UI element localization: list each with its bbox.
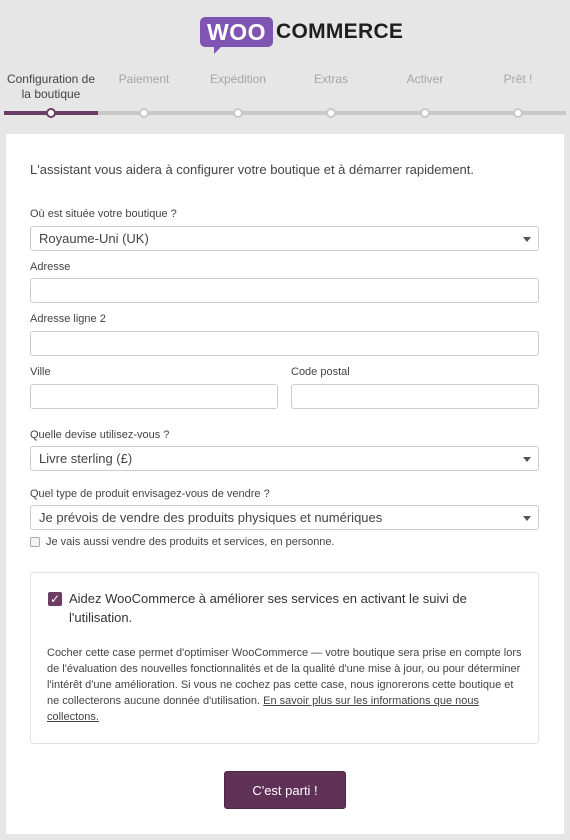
- step-dot-extras: [326, 108, 336, 118]
- usage-tracking-checkbox[interactable]: [48, 592, 62, 606]
- address-input[interactable]: [30, 278, 539, 303]
- step-payment: Paiement: [118, 72, 170, 86]
- learn-more-link[interactable]: En savoir plus sur les informations que nous collectons.: [47, 695, 479, 723]
- checkmark-icon: ✓: [49, 592, 61, 606]
- step-shipping: Expédition: [209, 72, 267, 86]
- address2-input[interactable]: [30, 331, 539, 356]
- usage-tracking-title: Aidez WooCommerce à améliorer ses services en activant le suivi de l'utilisation.: [69, 591, 467, 625]
- step-activate: Activer: [406, 72, 444, 86]
- address-label: Adresse: [30, 261, 71, 273]
- usage-tracking-description: [47, 645, 527, 725]
- usage-tracking-box: [30, 572, 539, 744]
- logo-text: COMMERCE: [276, 20, 404, 43]
- location-select[interactable]: Royaume-Uni (UK): [30, 226, 539, 251]
- intro-text: L'assistant vous aidera à configurer votre boutique et à démarrer rapidement.: [30, 162, 475, 177]
- product-type-label: Quel type de produit envisagez-vous de vendre ?: [30, 488, 270, 500]
- step-ready: Prêt !: [503, 72, 533, 86]
- currency-select[interactable]: Livre sterling (£): [30, 446, 539, 471]
- step-dot-payment: [139, 108, 149, 118]
- in-person-checkbox[interactable]: [30, 537, 40, 547]
- location-label: Où est située votre boutique ?: [30, 208, 177, 220]
- city-label: Ville: [30, 366, 51, 378]
- usage-tracking-text: Cocher cette case permet d'optimiser WooCommerce — votre boutique sera prise en compte lors de l'évaluation des nouvelles fonctionnalités et de la qualité d'une mise à jour, ou pour déterminer l'intérêt d'une amélioration. Si vous ne cochez pas cette case, nous ignorerons cette boutique et ne collecterons aucune donnée d'utilisation.: [47, 647, 522, 707]
- in-person-label: Je vais aussi vendre des produits et services, en personne.: [46, 536, 335, 548]
- product-type-select[interactable]: Je prévois de vendre des produits physiques et numériques: [30, 505, 539, 530]
- logo-bubble: WOO: [200, 17, 273, 47]
- step-dot-store-setup: [46, 108, 56, 118]
- setup-card: [6, 134, 564, 834]
- postcode-label: Code postal: [291, 366, 350, 378]
- woocommerce-logo: [200, 14, 403, 50]
- postcode-input[interactable]: [291, 384, 539, 409]
- step-dot-ready: [513, 108, 523, 118]
- step-dot-shipping: [233, 108, 243, 118]
- step-dot-activate: [420, 108, 430, 118]
- currency-label: Quelle devise utilisez-vous ?: [30, 429, 170, 441]
- step-extras: Extras: [313, 72, 348, 86]
- setup-steps: [4, 72, 566, 120]
- lets-go-button[interactable]: C'est parti !: [224, 771, 346, 809]
- step-store-setup: Configuration de la boutique: [6, 72, 96, 101]
- address2-label: Adresse ligne 2: [30, 313, 106, 325]
- city-input[interactable]: [30, 384, 278, 409]
